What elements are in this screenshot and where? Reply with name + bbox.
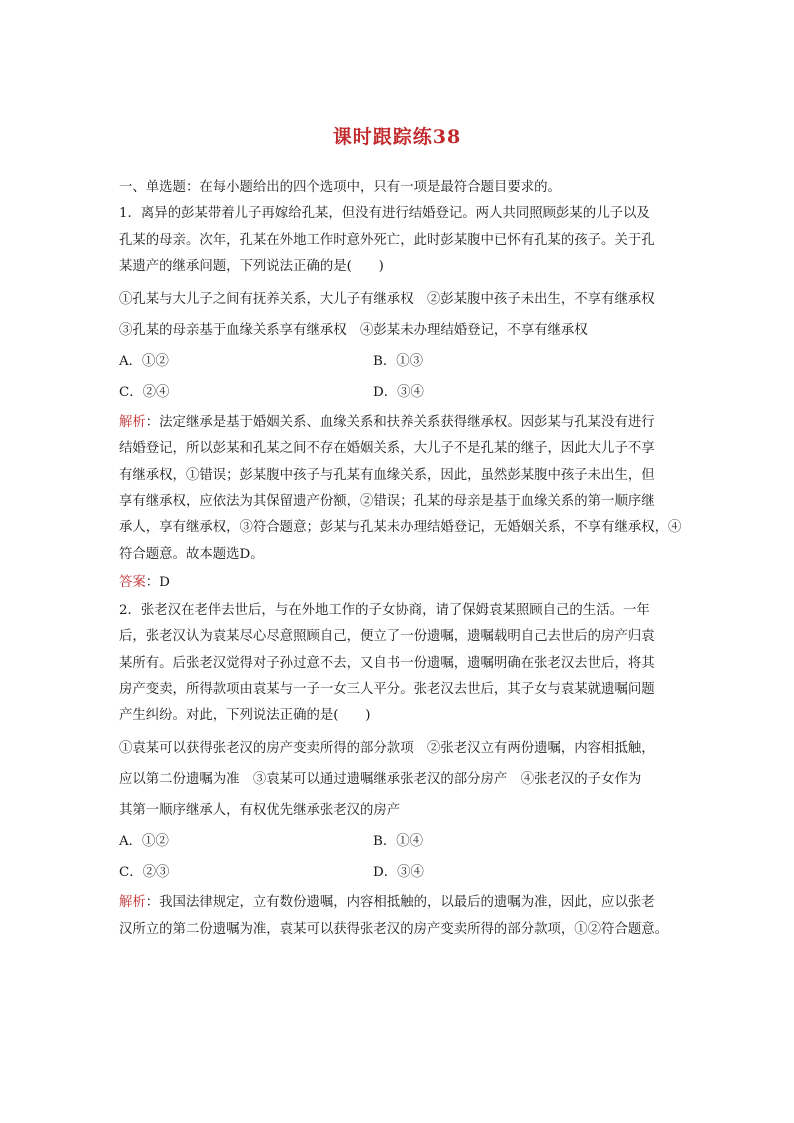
analysis-text: ：我国法律规定，立有数份遗嘱，内容相抵触的，以最后的遗嘱为准，因此，应以张老 <box>145 895 655 911</box>
question-stem-line: 某遗产的继承问题，下列说法正确的是( ) <box>119 258 384 274</box>
analysis-text: ：法定继承是基于婚姻关系、血缘关系和扶养关系获得继承权。因彭某与孔某没有进行 <box>145 415 655 431</box>
answer-value: ：D <box>145 574 170 590</box>
question-2 <box>119 598 679 943</box>
statement-line: ①袁某可以获得张老汉的房产变卖所得的部分款项 ②张老汉立有两份遗嘱，内容相抵触， <box>119 741 655 757</box>
statement-line: ①孔某与大儿子之间有抚养关系，大儿子有继承权 ②彭某腹中孩子未出生，不享有继承权 <box>119 292 655 308</box>
options-row <box>119 377 679 408</box>
answer-label: 答案 <box>119 574 146 590</box>
statement-line: 应以第二份遗嘱为准 ③袁某可以通过遗嘱继承张老汉的部分房产 ④张老汉的子女作为 <box>119 772 642 788</box>
question-1 <box>119 201 682 598</box>
question-stem-line: 某所有。后张老汉觉得对子孙过意不去，又自书一份遗嘱，遗嘱明确在张老汉去世后，将其 <box>119 655 655 671</box>
option-d: D．③④ <box>373 384 424 400</box>
section-heading: 一、单选题：在每小题给出的四个选项中，只有一项是最符合题目要求的。 <box>119 180 561 195</box>
analysis-line <box>119 890 679 916</box>
analysis-line: 符合题意。故本题选D。 <box>119 546 264 562</box>
option-b: B．①④ <box>373 833 424 849</box>
question-stem-line: 房产变卖，所得款项由袁某与一子一女三人平分。张老汉去世后，其子女与袁某就遗嘱问题 <box>119 681 655 697</box>
analysis-line: 汉所立的第二份遗嘱为准，袁某可以获得张老汉的房产变卖所得的部分款项，①②符合题意。 <box>119 921 669 937</box>
question-stem-line: 1．离异的彭某带着儿子再嫁给孔某，但没有进行结婚登记。两人共同照顾彭某的儿子以及 <box>119 206 650 222</box>
answer-line <box>119 568 679 598</box>
page-title: 课时跟踪练38 <box>332 126 462 148</box>
options-row <box>119 857 679 888</box>
analysis-line: 有继承权，①错误；彭某腹中孩子与孔某有血缘关系，因此，虽然彭某腹中孩子未出生，但 <box>119 467 655 483</box>
analysis-line <box>119 410 679 436</box>
question-stem-line: 2．张老汉在老伴去世后，与在外地工作的子女协商，请了保姆袁某照顾自己的生活。一年 <box>119 602 650 618</box>
statement-line: ③孔某的母亲基于血缘关系享有继承权 ④彭某未办理结婚登记，不享有继承权 <box>119 323 588 339</box>
analysis-line: 承人，享有继承权，③符合题意；彭某与孔某未办理结婚登记，无婚姻关系，不享有继承权，④ <box>119 520 682 536</box>
analysis-block <box>119 410 682 568</box>
statement-line: 其第一顺序继承人，有权优先继承张老汉的房产 <box>119 803 401 819</box>
analysis-line: 结婚登记，所以彭某和孔某之间不存在婚姻关系，大儿子不是孔某的继子，因此大儿子不享 <box>119 441 655 457</box>
analysis-label: 解析 <box>119 415 146 431</box>
document-body <box>119 175 682 943</box>
options-row <box>119 346 679 377</box>
option-c: C．②④ <box>119 384 170 400</box>
option-b: B．①③ <box>373 353 424 369</box>
question-stem-line: 孔某的母亲。次年，孔某在外地工作时意外死亡，此时彭某腹中已怀有孔某的孩子。关于孔 <box>119 232 655 248</box>
analysis-line: 享有继承权，应依法为其保留遗产份额，②错误；孔某的母亲是基于血缘关系的第一顺序继 <box>119 494 655 510</box>
option-d: D．③④ <box>373 864 424 880</box>
analysis-block <box>119 890 679 943</box>
option-a: A．①② <box>119 833 169 849</box>
option-a: A．①② <box>119 353 169 369</box>
options-row <box>119 826 679 857</box>
analysis-label: 解析 <box>119 895 146 911</box>
question-stem-line: 产生纠纷。对此，下列说法正确的是( ) <box>119 708 371 724</box>
question-stem-line: 后，张老汉认为袁某尽心尽意照顾自己，便立了一份遗嘱，遗嘱载明自己去世后的房产归袁 <box>119 629 655 645</box>
option-c: C．②③ <box>119 864 170 880</box>
